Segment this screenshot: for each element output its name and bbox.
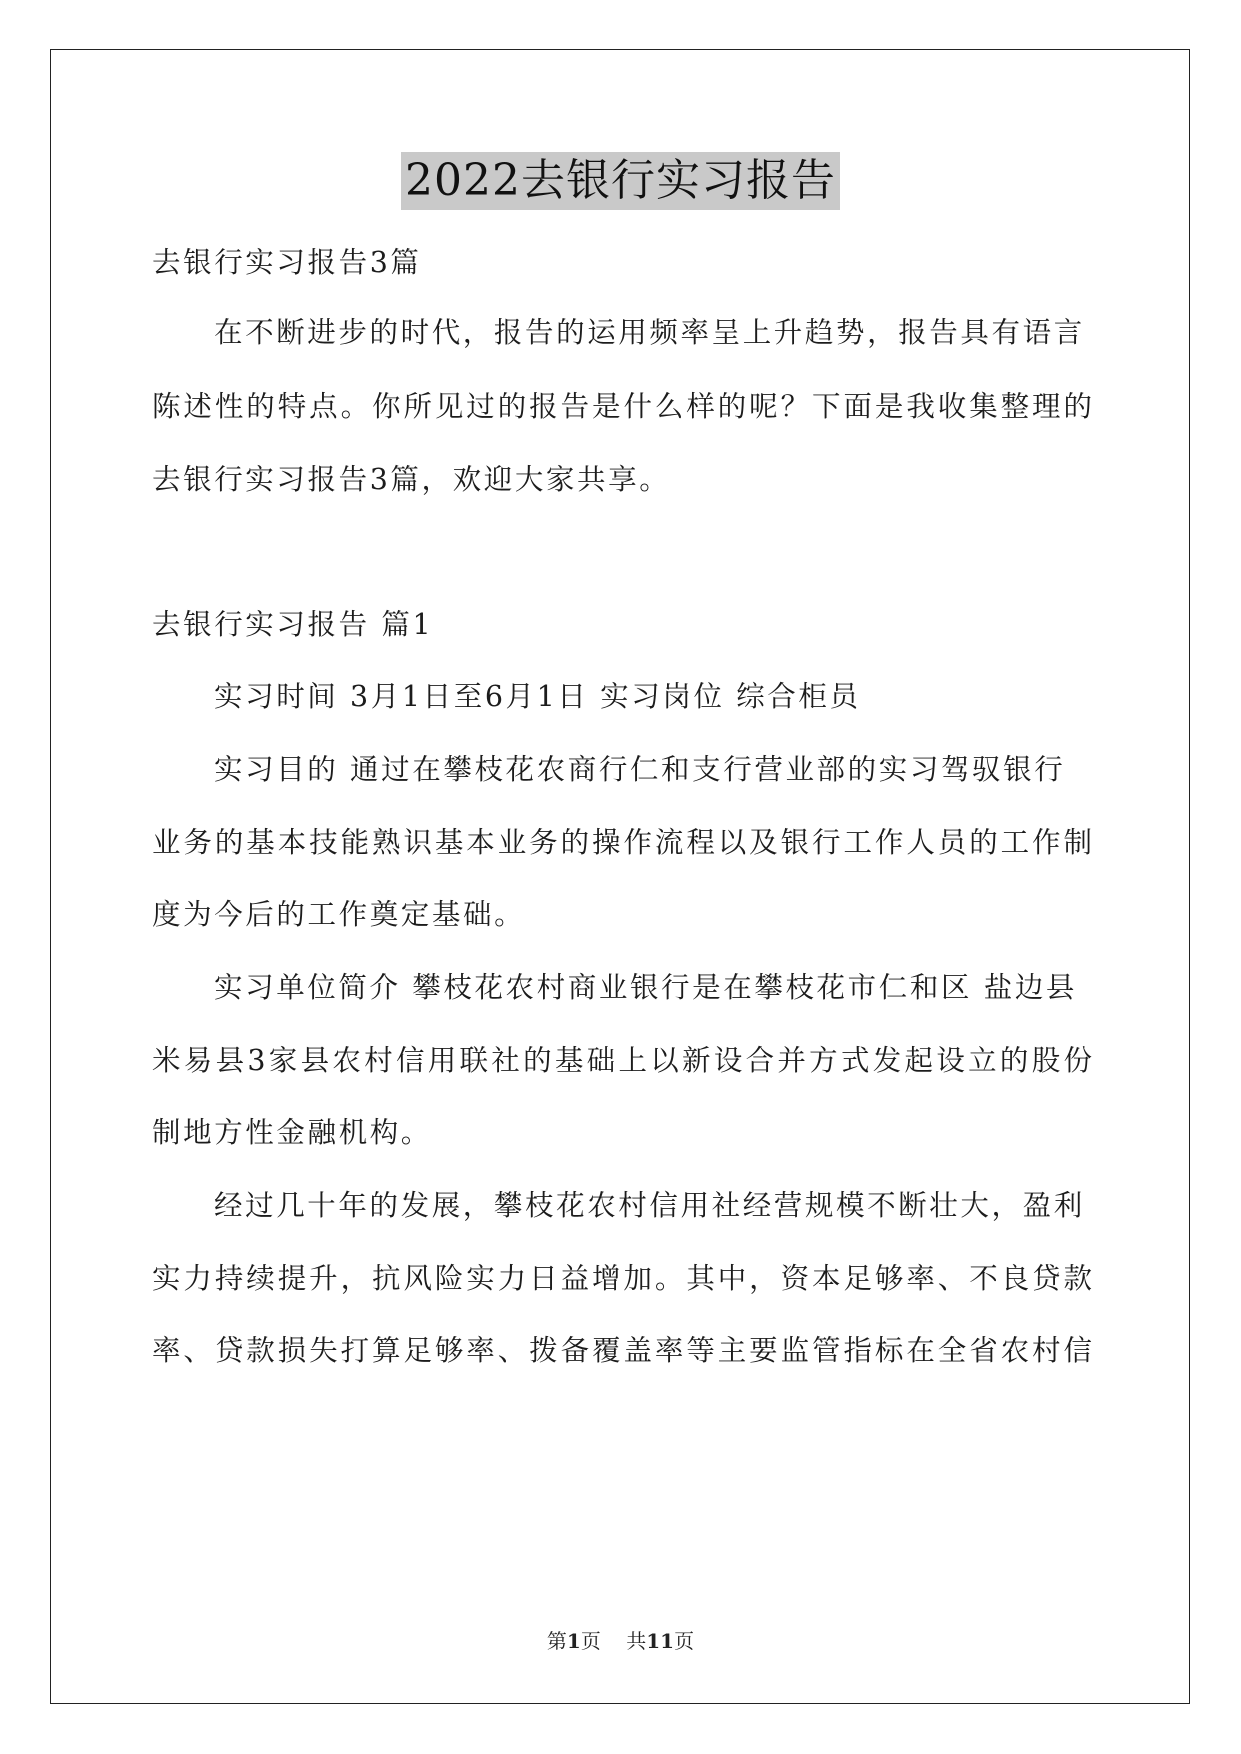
section-heading: 去银行实习报告 篇1 bbox=[152, 608, 434, 641]
page-border bbox=[50, 49, 1190, 1704]
paragraph-line: 实习时间 3月1日至6月1日 实习岗位 综合柜员 bbox=[214, 680, 861, 713]
paragraph-line: 在不断进步的时代，报告的运用频率呈上升趋势，报告具有语言 bbox=[214, 316, 1085, 349]
paragraph-line: 制地方性金融机构。 bbox=[152, 1116, 432, 1149]
paragraph-line: 实习目的 通过在攀枝花农商行仁和支行营业部的实习驾驭银行 bbox=[214, 753, 1066, 786]
current-page-number: 1 bbox=[566, 1629, 581, 1653]
subtitle-line: 去银行实习报告3篇 bbox=[152, 246, 422, 279]
paragraph-line: 实习单位简介 攀枝花农村商业银行是在攀枝花市仁和区 盐边县 bbox=[214, 971, 1078, 1004]
footer-middle: 页 共 bbox=[580, 1629, 647, 1653]
total-page-number: 11 bbox=[646, 1629, 675, 1653]
paragraph-line: 去银行实习报告3篇，欢迎大家共享。 bbox=[152, 463, 671, 496]
paragraph-line: 经过几十年的发展，攀枝花农村信用社经营规模不断壮大，盈利 bbox=[214, 1189, 1085, 1222]
title-container bbox=[0, 152, 1241, 210]
paragraph-line: 米易县3家县农村信用联社的基础上以新设合并方式发起设立的股份 bbox=[152, 1044, 1092, 1077]
footer-prefix: 第 bbox=[546, 1629, 567, 1653]
document-title: 2022去银行实习报告 bbox=[401, 152, 840, 210]
paragraph-line: 陈述性的特点。你所见过的报告是什么样的呢？下面是我收集整理的 bbox=[152, 390, 1092, 423]
footer-suffix: 页 bbox=[674, 1629, 695, 1653]
paragraph-line: 度为今后的工作奠定基础。 bbox=[152, 898, 526, 931]
paragraph-line: 率、贷款损失打算足够率、拨备覆盖率等主要监管指标在全省农村信 bbox=[152, 1334, 1092, 1367]
paragraph-line: 业务的基本技能熟识基本业务的操作流程以及银行工作人员的工作制 bbox=[152, 826, 1092, 859]
page-footer bbox=[0, 1628, 1241, 1654]
paragraph-line: 实力持续提升，抗风险实力日益增加。其中，资本足够率、不良贷款 bbox=[152, 1262, 1092, 1295]
